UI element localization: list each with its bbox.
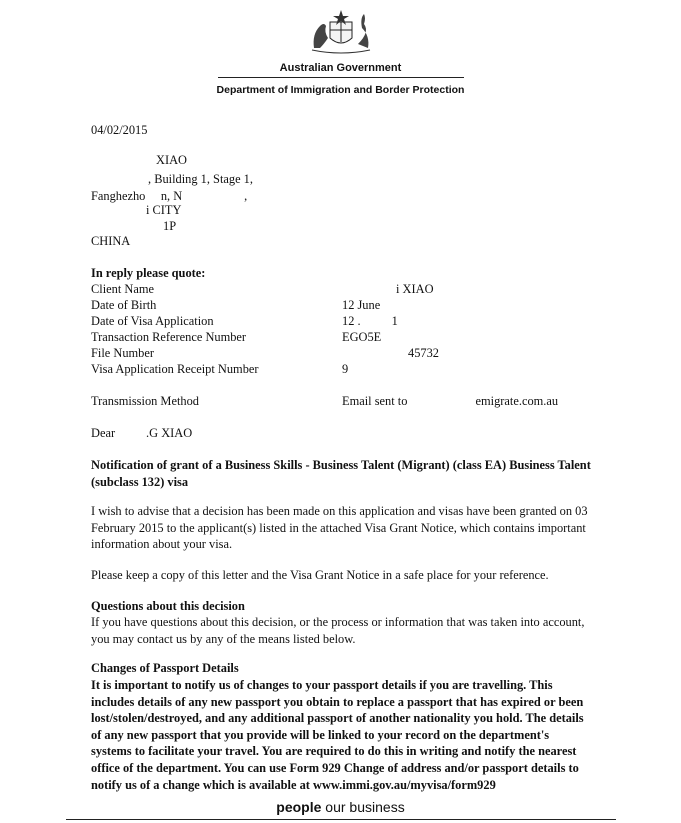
reply-label: Date of Birth bbox=[91, 298, 157, 312]
address-line-1: XIAO bbox=[156, 153, 187, 167]
transmission-label: Transmission Method bbox=[91, 394, 199, 408]
reply-label: Visa Application Receipt Number bbox=[91, 362, 259, 376]
reply-value: EGO5E bbox=[342, 330, 382, 344]
reply-heading: In reply please quote: bbox=[91, 266, 206, 280]
transmission-value: Email sent to emigrate.com.au bbox=[342, 394, 559, 408]
reply-value: 12 June bbox=[342, 298, 381, 312]
reply-label: Client Name bbox=[91, 282, 154, 296]
footer-tagline-rest: our business bbox=[321, 799, 405, 815]
footer-tagline bbox=[0, 799, 681, 815]
reply-value: i XIAO bbox=[396, 282, 434, 296]
address-line-3: Fanghezho n, N , bbox=[91, 189, 248, 203]
subject-heading: Notification of grant of a Business Skills - Business Talent (Migrant) (class EA) Business Talent (subclass 132) visa bbox=[91, 458, 591, 489]
footer-tagline-strong: people bbox=[276, 799, 322, 815]
passport-heading: Changes of Passport Details bbox=[91, 661, 239, 675]
address-line-6: CHINA bbox=[91, 234, 131, 248]
reply-label: Transaction Reference Number bbox=[91, 330, 247, 344]
address-line-5: 1P bbox=[163, 219, 177, 233]
address-line-2: , Building 1, Stage 1, bbox=[148, 172, 253, 186]
reply-value: 9 bbox=[342, 362, 349, 376]
footer-divider bbox=[66, 819, 616, 820]
reply-label: Date of Visa Application bbox=[91, 314, 214, 328]
header-divider bbox=[218, 77, 464, 78]
salutation: Dear .G XIAO bbox=[91, 426, 193, 440]
questions-body: If you have questions about this decision, or the process or information that was taken into account, you may contact us by any of the means listed below. bbox=[91, 615, 585, 646]
department-title: Department of Immigration and Border Protection bbox=[216, 84, 465, 96]
coat-of-arms-icon bbox=[306, 8, 376, 56]
government-title: Australian Government bbox=[279, 62, 402, 74]
address-line-4: i CITY bbox=[146, 203, 182, 217]
paragraph-decision: I wish to advise that a decision has been made on this application and visas have been granted on 03 February 2015 to the applicant(s) listed in the attached Visa Grant Notice, which contains important information about your visa. bbox=[91, 504, 588, 552]
reply-value: 45732 bbox=[408, 346, 439, 360]
passport-body: It is important to notify us of changes to your passport details if you are travelling. This includes details of any new passport you obtain to replace a passport that has expired or been lost/stolen/destroyed, and any additional passport of another nationality you hold. The details of any new passport that you provide will be linked to your record on the department's systems to facilitate your travel. You are required to do this in writing and notify the nearest office of the department. You can use Form 929 Change of address and/or passport details to notify us of a change which is available at www.immi.gov.au/myvisa/form929 bbox=[91, 678, 584, 792]
paragraph-keep-copy: Please keep a copy of this letter and the Visa Grant Notice in a safe place for your reference. bbox=[91, 568, 549, 582]
reply-value: 12 . 1 bbox=[342, 314, 398, 328]
questions-heading: Questions about this decision bbox=[91, 599, 245, 613]
reply-label: File Number bbox=[91, 346, 154, 360]
letter-date: 04/02/2015 bbox=[91, 123, 148, 137]
